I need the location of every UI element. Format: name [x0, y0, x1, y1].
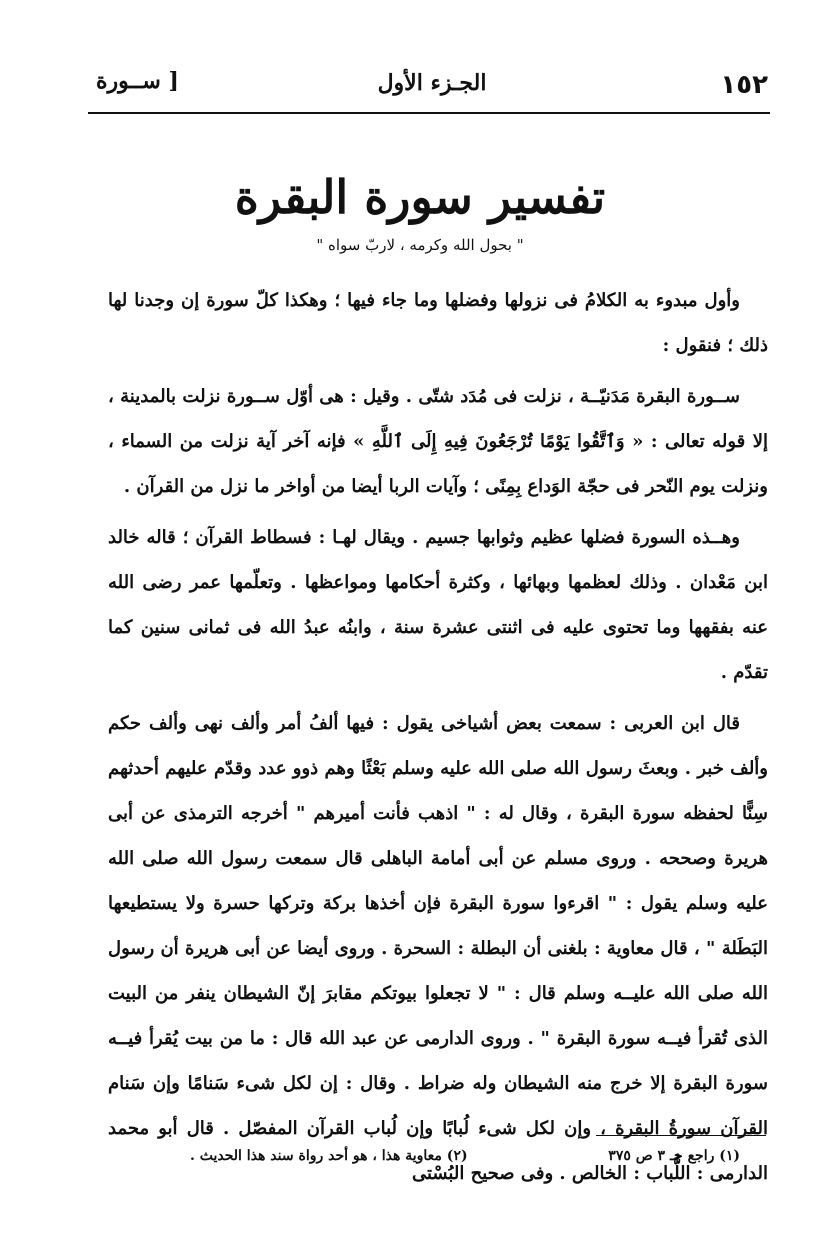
footnotes	[190, 1148, 740, 1164]
chapter-subtitle: " بحول الله وكرمه ، لاربّ سواه "	[316, 236, 524, 254]
running-header	[96, 62, 768, 106]
paragraph: ســورة البقرة مَدَنيّــة ، نزلت فى مُدَد شتّى . وقيل : هى أوّل ســورة نزلت بالمدينة ، إلا قوله تعالى : « وَٱتَّقُوا يَوْمًا تُرْجَعُونَ فِيهِ إِلَى ٱللَّهِ » فإنه آخر آية نزلت من السماء ، ونزلت يوم النّحر فى حجّة الوَداع بِمِنًى ؛ وآيات الربا أيضا من أواخر ما نزل من القرآن .	[108, 386, 768, 497]
paragraph: وهــذه السورة فضلها عظيم وثوابها جسيم . ويقال لهـا : فسطاط القرآن ؛ قاله خالد ابن مَعْدان . وذلك لعظمها وبهائها ، وكثرة أحكامها ومواعظها . وتعلّمها عمر رضى الله عنه بفقهها وما تحتوى عليه فى اثنتى عشرة سنة ، وابنُه عبدُ الله فى ثمانى سنين كما تقدّم .	[108, 527, 768, 683]
chapter-title: تفسير سورة البقرة	[234, 170, 606, 224]
footnote-1: (١) راجع جـ ٣ ص ٣٧٥	[608, 1148, 740, 1164]
part-title: الجـزء الأول	[377, 70, 487, 96]
paragraph: وأول مبدوء به الكلامُ فى نزولها وفضلها وما جاء فيها ؛ وهكذا كلّ سورة إن وجدنا لها ذلك ؛ فنقول :	[108, 290, 768, 356]
body-text	[108, 278, 768, 1202]
surah-running-title: [ ســورة	[96, 68, 179, 94]
paragraph: قال ابن العربى : سمعت بعض أشياخى يقول : فيها ألفُ أمر وألف نهى وألف حكم وألف خبر . وبعثَ رسول الله صلى الله عليه وسلم بَعْثًا وهم ذوو عدد وقدّم عليهم أحدثهم سِنًّا لحفظه سورة البقرة ، وقال له : " اذهب فأنت أميرهم " أخرجه الترمذى عن أبى هريرة وصححه . وروى مسلم عن أبى أمامة الباهلى قال سمعت رسول الله صلى الله عليه وسلم يقول : " اقرءوا سورة البقرة فإن أخذها بركة وتركها حسرة ولا يستطيعها البَطَلة " ، قال معاوية : بلغنى أن البطلة : السحرة . وروى أيضا عن أبى هريرة أن رسول الله صلى الله عليــه وسلم قال : " لا تجعلوا بيوتكم مقابرَ إنّ الشيطان ينفر من البيت الذى تُقرأ فيــه سورة البقرة " . وروى الدارمى عن عبد الله قال : ما من بيت يُقرأ فيــه سورة البقرة إلا خرج منه الشيطان وله ضراط . وقال : إن لكل شىء سَنامًا وإن سَنام القرآن سورةُ البقرة ، وإن لكل شىء لُبابًا وإن لُباب القرآن المفصّل . قال أبو محمد الدارمى : اللُّباب : الخالص . وفى صحيح البُسْتى	[108, 713, 768, 1184]
header-rule	[88, 112, 770, 114]
footnote-rule	[596, 1135, 766, 1136]
page-number: ١٥٢	[720, 70, 768, 100]
footnote-2: (٢) معاوية هذا ، هو أحد رواة سند هذا الحديث .	[190, 1148, 468, 1164]
